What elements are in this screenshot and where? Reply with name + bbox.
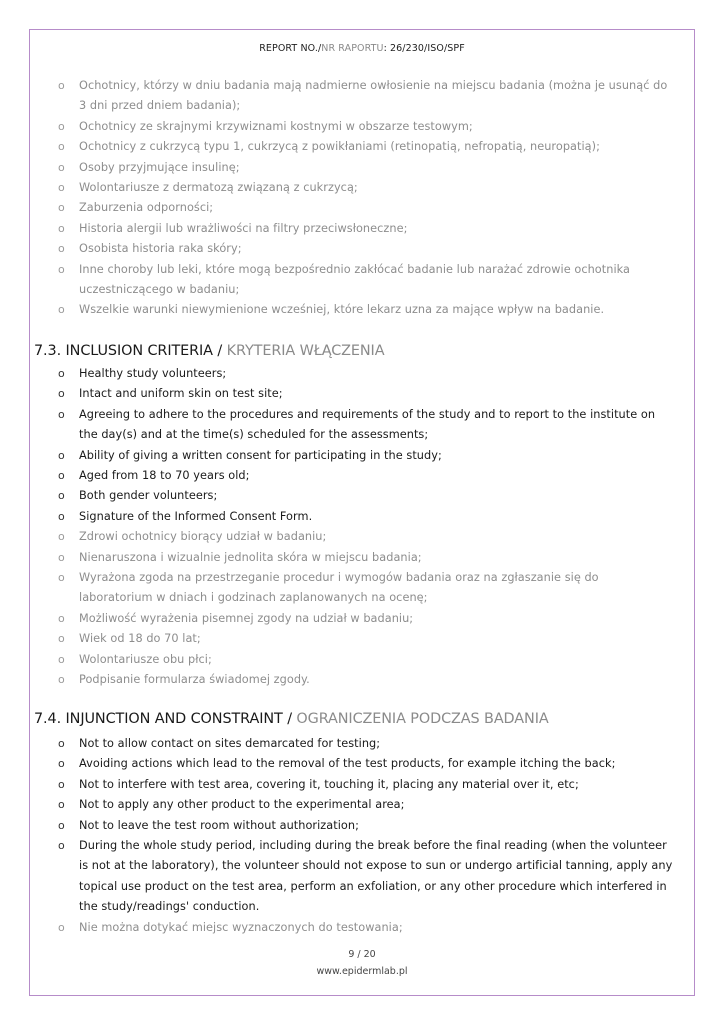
heading-en: 7.4. INJUNCTION AND CONSTRAINT / xyxy=(34,711,297,727)
page-number: 9 / 20 xyxy=(348,949,376,960)
list-item-text: Not to allow contact on sites demarcated for testing; xyxy=(79,737,381,750)
bullet-icon: o xyxy=(58,181,65,195)
list-item-text: Wolontariusze z dermatozą związaną z cukrzycą; xyxy=(79,181,358,195)
bullet-icon: o xyxy=(58,303,65,317)
list-item-text: Historia alergii lub wrażliwości na filtry przeciwsłoneczne; xyxy=(79,221,408,235)
bullet-icon: o xyxy=(58,160,65,174)
list-item-text: Agreeing to adhere to the procedures and requirements of the study and to report to the institute on the day(s) and at the time(s) scheduled for the assessments; xyxy=(79,407,656,442)
inclusion-criteria xyxy=(34,364,674,691)
bullet-icon: o xyxy=(58,652,65,666)
report-number: : 26/230/ISO/SPF xyxy=(383,43,465,54)
list-item xyxy=(34,260,674,301)
list-item xyxy=(34,219,674,239)
list-item xyxy=(34,568,674,609)
bullet-icon: o xyxy=(58,632,65,646)
bullet-icon: o xyxy=(58,119,65,133)
bullet-icon: o xyxy=(58,798,65,812)
list-item-text: Both gender volunteers; xyxy=(79,489,218,503)
list-item-text: Ability of giving a written consent for participating in the study; xyxy=(79,448,442,462)
constraints xyxy=(34,734,674,938)
bullet-icon: o xyxy=(58,818,65,832)
bullet-icon: o xyxy=(58,777,65,791)
bullet-icon: o xyxy=(58,242,65,256)
list-item xyxy=(34,507,674,527)
report-header xyxy=(0,43,724,54)
list-item xyxy=(34,76,674,117)
list-item-text: Podpisanie formularza świadomej zgody. xyxy=(79,673,310,687)
list-item-text: Osobista historia raka skóry; xyxy=(79,242,242,256)
list-item-text: Not to interfere with test area, covering it, touching it, placing any material over it, etc; xyxy=(79,777,579,791)
list-item xyxy=(34,670,674,690)
list-item xyxy=(34,650,674,670)
bullet-icon: o xyxy=(58,201,65,215)
list-item xyxy=(34,816,674,836)
heading-pl: OGRANICZENIA PODCZAS BADANIA xyxy=(296,711,549,727)
list-item xyxy=(34,754,674,774)
list-item xyxy=(34,117,674,137)
section-heading-constraints xyxy=(34,711,674,727)
list-item xyxy=(34,178,674,198)
bullet-icon: o xyxy=(58,839,65,853)
bullet-icon: o xyxy=(58,920,65,934)
bullet-icon: o xyxy=(58,407,65,421)
list-item-text: Wolontariusze obu płci; xyxy=(79,652,212,666)
list-item-text: Healthy study volunteers; xyxy=(79,367,227,380)
list-item xyxy=(34,775,674,795)
list-item-text: Możliwość wyrażenia pisemnej zgody na udział w badaniu; xyxy=(79,611,414,625)
exclusion-criteria-continued xyxy=(34,76,674,321)
bullet-icon: o xyxy=(58,737,65,750)
list-item-text: Ochotnicy, którzy w dniu badania mają nadmierne owłosienie na miejscu badania (można je usunąć do 3 dni przed dniem badania); xyxy=(79,79,668,113)
section-heading-inclusion xyxy=(34,343,674,359)
list-item-text: Wszelkie warunki niewymienione wcześniej, które lekarz uzna za mające wpływ na badanie. xyxy=(79,303,605,317)
list-item xyxy=(34,198,674,218)
report-label-en: REPORT NO./ xyxy=(259,43,322,54)
list-item xyxy=(34,734,674,754)
list-item-text: Zaburzenia odporności; xyxy=(79,201,214,215)
list-item xyxy=(34,300,674,320)
list-item xyxy=(34,836,674,918)
list-item-text: Aged from 18 to 70 years old; xyxy=(79,469,250,483)
list-item xyxy=(34,466,674,486)
constraints-list xyxy=(34,734,674,938)
bullet-icon: o xyxy=(58,367,65,380)
list-item xyxy=(34,239,674,259)
bullet-icon: o xyxy=(58,530,65,544)
inclusion-list xyxy=(34,364,674,691)
list-item xyxy=(34,629,674,649)
list-item xyxy=(34,364,674,384)
list-item-text: Not to apply any other product to the experimental area; xyxy=(79,798,405,812)
list-item xyxy=(34,446,674,466)
list-item-text: During the whole study period, including during the break before the final reading (when the volunteer is not at the laboratory), the volunteer should not expose to sun or undergo artificial tanning, apply any topical use product on the test area, perform an exfoliation, or any other procedure which interfered in the study/readings' conduction. xyxy=(79,839,673,914)
list-item xyxy=(34,137,674,157)
list-item xyxy=(34,527,674,547)
list-item xyxy=(34,548,674,568)
list-item xyxy=(34,384,674,404)
list-item-text: Nie można dotykać miejsc wyznaczonych do testowania; xyxy=(79,920,403,934)
bullet-icon: o xyxy=(58,673,65,687)
bullet-icon: o xyxy=(58,611,65,625)
list-item xyxy=(34,918,674,938)
heading-en: 7.3. INCLUSION CRITERIA / xyxy=(34,343,227,359)
report-label-pl: NR RAPORTU xyxy=(321,43,384,54)
bullet-icon: o xyxy=(58,387,65,401)
exclusion-list xyxy=(34,76,674,321)
footer-website: www.epidermlab.pl xyxy=(316,966,408,977)
list-item-text: Signature of the Informed Consent Form. xyxy=(79,509,313,523)
list-item-text: Zdrowi ochotnicy biorący udział w badaniu; xyxy=(79,530,327,544)
list-item-text: Ochotnicy ze skrajnymi krzywiznami kostnymi w obszarze testowym; xyxy=(79,119,473,133)
bullet-icon: o xyxy=(58,550,65,564)
bullet-icon: o xyxy=(58,571,65,585)
list-item-text: Avoiding actions which lead to the removal of the test products, for example itching the back; xyxy=(79,757,616,771)
list-item-text: Not to leave the test room without authorization; xyxy=(79,818,359,832)
list-item-text: Inne choroby lub leki, które mogą bezpośrednio zakłócać badanie lub narażać zdrowie ochotnika uczestniczącego w badaniu; xyxy=(79,262,631,297)
bullet-icon: o xyxy=(58,509,65,523)
bullet-icon: o xyxy=(58,448,65,462)
bullet-icon: o xyxy=(58,221,65,235)
list-item xyxy=(34,609,674,629)
bullet-icon: o xyxy=(58,757,65,771)
bullet-icon: o xyxy=(58,489,65,503)
list-item xyxy=(34,486,674,506)
bullet-icon: o xyxy=(58,262,65,276)
bullet-icon: o xyxy=(58,469,65,483)
list-item-text: Wyrażona zgoda na przestrzeganie procedur i wymogów badania oraz na zgłaszanie się do laboratorium w dniach i godzinach zaplanowanych na ocenę; xyxy=(79,571,599,605)
list-item-text: Osoby przyjmujące insulinę; xyxy=(79,160,240,174)
list-item-text: Wiek od 18 do 70 lat; xyxy=(79,632,201,646)
list-item xyxy=(34,158,674,178)
bullet-icon: o xyxy=(58,79,65,92)
list-item-text: Intact and uniform skin on test site; xyxy=(79,387,283,401)
list-item-text: Ochotnicy z cukrzycą typu 1, cukrzycą z powikłaniami (retinopatią, nefropatią, neuropatią); xyxy=(79,140,600,154)
list-item xyxy=(34,405,674,446)
list-item xyxy=(34,795,674,815)
bullet-icon: o xyxy=(58,140,65,154)
heading-pl: KRYTERIA WŁĄCZENIA xyxy=(226,343,385,359)
list-item-text: Nienaruszona i wizualnie jednolita skóra w miejscu badania; xyxy=(79,550,422,564)
